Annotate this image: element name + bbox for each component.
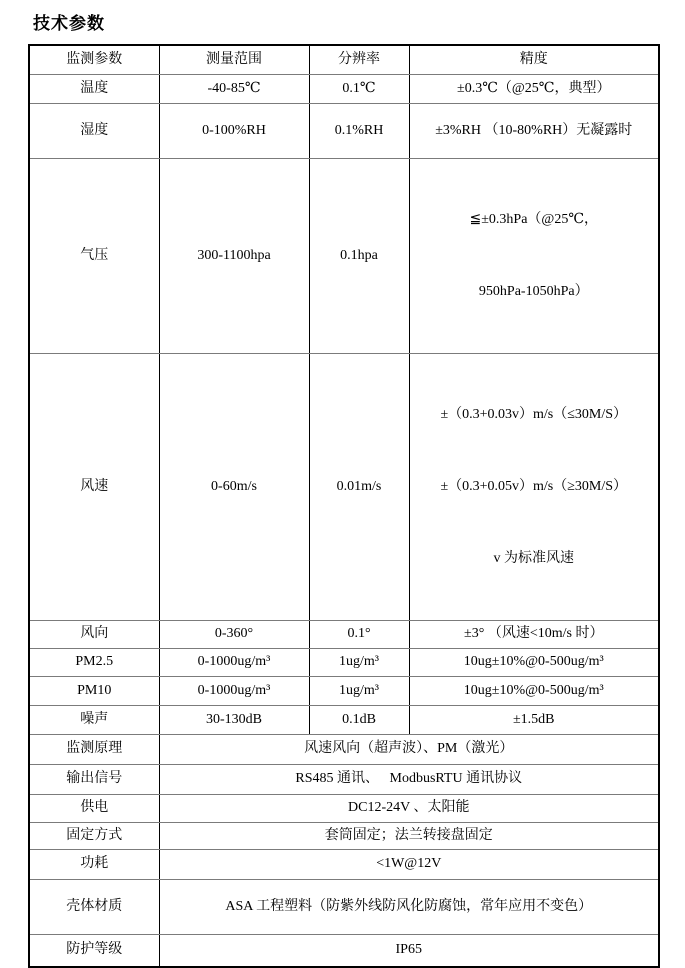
table-row-power-consumption (29, 849, 659, 879)
info-value-cell: IP65 (159, 934, 659, 967)
table-row-wind-speed (29, 353, 659, 620)
accuracy-cell: ±3%RH （10-80%RH）无凝露时 (409, 103, 659, 158)
param-name-cell: 供电 (29, 794, 159, 822)
param-name-cell: 壳体材质 (29, 879, 159, 934)
accuracy-line: ±（0.3+0.05v）m/s（≥30M/S） (440, 478, 628, 494)
param-name-cell: 气压 (29, 158, 159, 353)
param-name-cell: 风速 (29, 353, 159, 620)
resolution-cell: 0.1%RH (309, 103, 409, 158)
param-name-cell: 功耗 (29, 849, 159, 879)
param-name-cell: 输出信号 (29, 764, 159, 794)
accuracy-line: ≦±0.3hPa（@25℃， (469, 211, 598, 227)
page-title: 技术参数 (33, 14, 105, 33)
param-name-cell: 温度 (29, 74, 159, 103)
table-row-power-supply (29, 794, 659, 822)
resolution-cell: 1ug/m³ (309, 648, 409, 676)
accuracy-cell: ±1.5dB (409, 705, 659, 734)
table-row-protection-rating (29, 934, 659, 967)
range-cell: 0-100%RH (159, 103, 309, 158)
param-name-cell: 监测原理 (29, 734, 159, 764)
param-name-cell: 噪声 (29, 705, 159, 734)
info-value-cell: ASA 工程塑料（防紫外线防风化防腐蚀，常年应用不变色） (159, 879, 659, 934)
accuracy-line: ±（0.3+0.03v）m/s（≤30M/S） (440, 406, 628, 422)
table-row-wind-direction (29, 620, 659, 648)
table-row-humidity (29, 103, 659, 158)
resolution-cell: 1ug/m³ (309, 676, 409, 705)
resolution-cell: 0.1℃ (309, 74, 409, 103)
resolution-cell: 0.01m/s (309, 353, 409, 620)
table-row-pressure (29, 158, 659, 353)
table-row-pm10 (29, 676, 659, 705)
resolution-cell: 0.1hpa (309, 158, 409, 353)
param-name-cell: 固定方式 (29, 822, 159, 849)
info-value-cell: <1W@12V (159, 849, 659, 879)
info-value-cell: 套筒固定；法兰转接盘固定 (159, 822, 659, 849)
range-cell: 30-130dB (159, 705, 309, 734)
accuracy-line: 950hPa-1050hPa） (478, 283, 589, 299)
table-row-noise (29, 705, 659, 734)
table-row-housing-material (29, 879, 659, 934)
accuracy-line: v 为标准风速 (493, 550, 574, 566)
info-value-cell: DC12-24V 、太阳能 (159, 794, 659, 822)
table-row-mounting (29, 822, 659, 849)
table-row-temperature (29, 74, 659, 103)
header-cell-resolution: 分辨率 (309, 45, 409, 74)
accuracy-cell (409, 158, 659, 353)
header-cell-accuracy: 精度 (409, 45, 659, 74)
range-cell: 0-360° (159, 620, 309, 648)
accuracy-cell: ±3° （风速<10m/s 时） (409, 620, 659, 648)
accuracy-cell: 10ug±10%@0-500ug/m³ (409, 676, 659, 705)
table-header-row (29, 45, 659, 74)
param-name-cell: 防护等级 (29, 934, 159, 967)
range-cell: -40-85℃ (159, 74, 309, 103)
param-name-cell: PM10 (29, 676, 159, 705)
resolution-cell: 0.1dB (309, 705, 409, 734)
table-row-pm25 (29, 648, 659, 676)
table-row-output-signal (29, 764, 659, 794)
range-cell: 300-1100hpa (159, 158, 309, 353)
header-cell-range: 测量范围 (159, 45, 309, 74)
param-name-cell: 风向 (29, 620, 159, 648)
accuracy-cell: 10ug±10%@0-500ug/m³ (409, 648, 659, 676)
param-name-cell: PM2.5 (29, 648, 159, 676)
resolution-cell: 0.1° (309, 620, 409, 648)
header-cell-parameter: 监测参数 (29, 45, 159, 74)
info-value-cell: RS485 通讯、 ModbusRTU 通讯协议 (159, 764, 659, 794)
accuracy-cell (409, 353, 659, 620)
info-value-cell: 风速风向（超声波）、PM（激光） (159, 734, 659, 764)
param-name-cell: 湿度 (29, 103, 159, 158)
range-cell: 0-60m/s (159, 353, 309, 620)
range-cell: 0-1000ug/m³ (159, 676, 309, 705)
range-cell: 0-1000ug/m³ (159, 648, 309, 676)
table-row-principle (29, 734, 659, 764)
accuracy-cell: ±0.3℃（@25℃，典型） (409, 74, 659, 103)
spec-table (28, 44, 660, 968)
